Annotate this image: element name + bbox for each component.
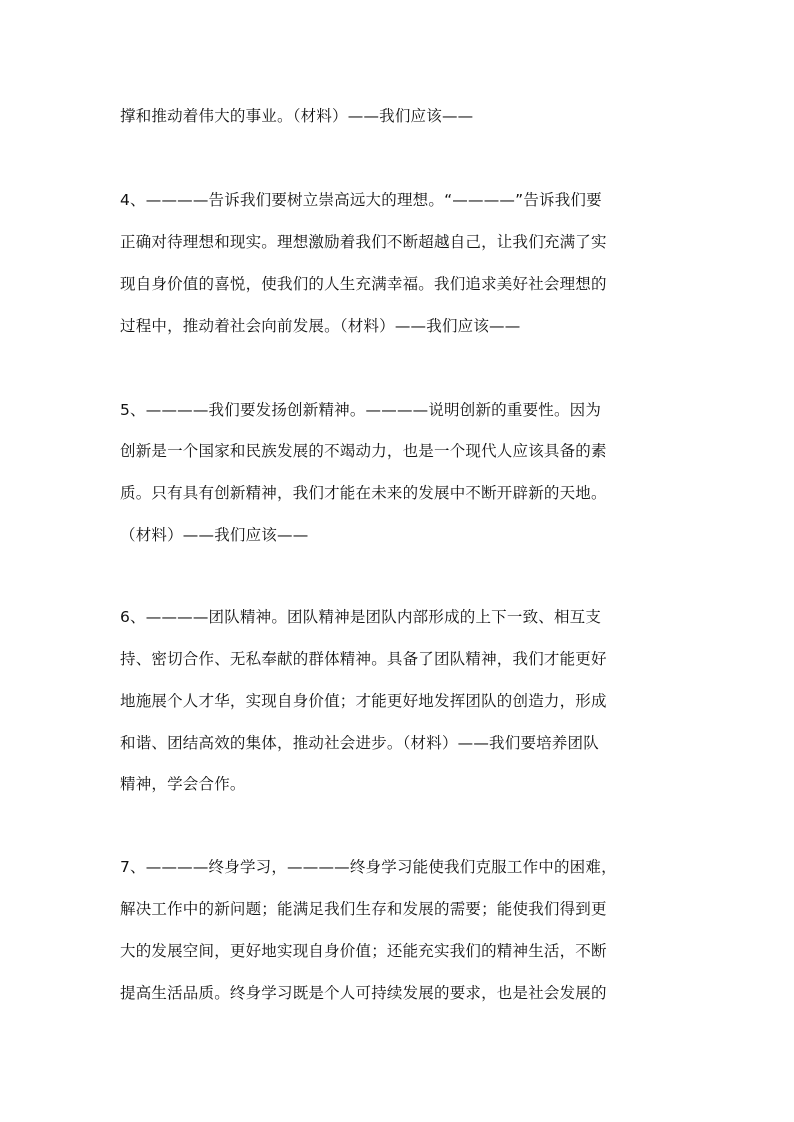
text-line: 地施展个人才华，实现自身价值；才能更好地发挥团队的创造力，形成 — [120, 692, 607, 710]
text-line: 解决工作中的新问题；能满足我们生存和发展的需要；能使我们得到更 — [120, 900, 607, 918]
text-line: 5、————我们要发扬创新精神。————说明创新的重要性。因为 — [120, 401, 602, 419]
text-line: 大的发展空间，更好地实现自身价值；还能充实我们的精神生活，不断 — [120, 942, 607, 960]
text-line: 正确对待理想和现实。理想激励着我们不断超越自己，让我们充满了实 — [120, 233, 607, 251]
text-line: 6、————团队精神。团队精神是团队内部形成的上下一致、相互支 — [120, 608, 602, 626]
text-line: 提高生活品质。终身学习既是个人可持续发展的要求，也是社会发展的 — [120, 984, 607, 1002]
text-line: 和谐、团结高效的集体，推动社会进步。（材料）——我们要培养团队 — [120, 734, 599, 752]
text-line: 创新是一个国家和民族发展的不竭动力，也是一个现代人应该具备的素 — [120, 442, 607, 460]
text-line: （材料）——我们应该—— — [120, 526, 309, 544]
text-line: 过程中，推动着社会向前发展。（材料）——我们应该—— — [120, 317, 521, 335]
text-line: 精神，学会合作。 — [120, 775, 246, 793]
text-line: 4、————告诉我们要树立崇高远大的理想。“————”告诉我们要 — [120, 191, 602, 209]
text-line: 现自身价值的喜悦，使我们的人生充满幸福。我们追求美好社会理想的 — [120, 275, 607, 293]
text-line: 持、密切合作、无私奉献的群体精神。具备了团队精神，我们才能更好 — [120, 650, 607, 668]
text-line: 7、————终身学习，————终身学习能使我们克服工作中的困难， — [120, 858, 617, 876]
text-line: 质。只有具有创新精神，我们才能在未来的发展中不断开辟新的天地。 — [120, 484, 607, 502]
text-line: 撑和推动着伟大的事业。（材料）——我们应该—— — [120, 107, 474, 125]
